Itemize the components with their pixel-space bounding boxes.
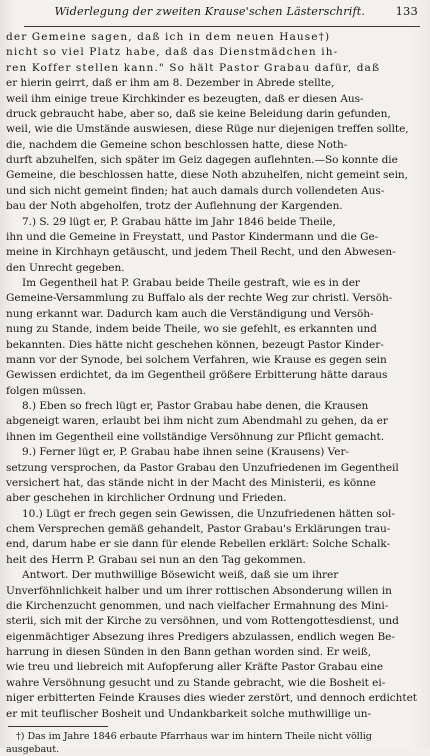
text-line: mann vor der Synode, bei solchem Verfahren, wie Krause es gegen sein: [6, 353, 387, 366]
footnote-line: ausgebaut.: [6, 743, 60, 755]
text-line: bekannten. Dies hätte nicht geschehen können, bezeugt Pastor Kinder-: [6, 338, 384, 351]
text-line: ihnen im Gegentheil eine vollständige Versöhnung zur Pflicht gemacht.: [6, 430, 385, 443]
text-line: versichert hat, das stände nicht in der Macht des Ministerii, es könne: [6, 476, 376, 489]
text-line: wie treu und liebreich mit Aufopferung aller Kräfte Pastor Grabau eine: [6, 661, 384, 674]
text-line: eigenmächtiger Absezung ihres Predigers abzulassen, endlich wegen Be-: [6, 630, 395, 643]
text-line: 9.) Ferner lügt er, P. Grabau habe ihnen seine (Krausens) Ver-: [22, 446, 349, 459]
text-line: Unverföhnlichkeit halber und um ihrer rottischen Absonderung willen in: [6, 584, 392, 597]
text-line: die, nachdem die Gemeine schon beschlossen hatte, diese Noth-: [6, 138, 348, 151]
text-line: Gewissen erdichtet, da im Gegentheil größere Erbitterung hätte daraus: [6, 369, 388, 382]
text-line: folgen müssen.: [6, 384, 87, 397]
running-title: Widerlegung der zweiten Krause'schen Lästerschrift.: [54, 5, 366, 18]
text-line: 10.) Lügt er frech gegen sein Gewissen, die Unzufriedenen hätten sol-: [22, 507, 395, 520]
text-line: Gemeine, die beschlossen hatte, diese Noth abzuhelfen, nicht gemeint sein,: [6, 169, 408, 182]
text-line: aber geschehen in kirchlicher Ordnung und Frieden.: [6, 492, 287, 505]
text-line: 7.) S. 29 lügt er, P. Grabau hätte im Jahr 1846 beide Theile,: [22, 215, 336, 228]
text-line: druck gebraucht habe, aber so, daß sie keine Beleidung darin gefunden,: [6, 107, 391, 120]
page-number: 133: [395, 4, 418, 18]
text-line: heit des Herrn P. Grabau sei nun an den Tag gekommen.: [6, 553, 306, 566]
text-line: setzung versprochen, da Pastor Grabau den Unzufriedenen im Gegentheil: [6, 461, 399, 474]
text-line: Im Gegentheil hat P. Grabau beide Theile gestraft, wie es in der: [22, 277, 360, 289]
text-line: nung erkannt war. Dadurch kam auch die Verständigung und Versöh-: [6, 307, 374, 320]
text-line: niger erbitterten Feinde Krauses dies wieder zerstört, und dennoch erdichtet: [6, 692, 417, 705]
text-line: weil ihm einige treue Kirchkinder es bezeugten, daß er diesen Aus-: [6, 92, 364, 105]
text-line: er mit teuflischer Bosheit und Undankbarkeit solche muthwillige un-: [6, 707, 371, 720]
text-line: den Unrecht gegeben.: [6, 261, 125, 274]
text-line: und sich nicht gemeint finden; hat auch damals durch vollendeten Aus-: [6, 184, 385, 197]
text-line: chem Versprechen gemäß gehandelt, Pastor Grabau's Erklärungen trau-: [6, 523, 391, 535]
text-line: ihn und die Gemeine in Freystatt, und Pastor Kindermann und die Ge-: [6, 230, 379, 243]
text-line: abgeneigt waren, erlaubt bei ihm nicht zum Abendmahl zu gehen, da er: [6, 415, 388, 428]
text-line: die Kirchenzucht genommen, und nach vielfacher Ermahnung des Mini-: [6, 599, 389, 612]
text-line: sterii, sich mit der Kirche zu versöhnen, und vom Rottengottesdienst, und: [6, 615, 399, 628]
text-line: weil, wie die Umstände auswiesen, diese Rüge nur diejenigen treffen sollte,: [6, 123, 409, 136]
body-text: [6, 30, 422, 722]
text-line: durft abzuhelfen, sich später im Geiz dagegen auflehnten.—So konnte die: [6, 154, 398, 166]
text-line: nicht so viel Platz habe, daß das Dienstmädchen ih-: [6, 46, 339, 59]
footnote-line: †) Das im Jahre 1846 erbaute Pfarrhaus war im hintern Theile nicht völlig: [16, 730, 372, 742]
text-line: Antwort. Der muthwillige Bösewicht weiß, daß sie um ihrer: [22, 569, 339, 582]
text-line: harrung in diesen Sünden in den Bann gethan worden sind. Er weiß,: [6, 646, 372, 658]
running-head: [24, 0, 420, 27]
text-line: wahre Versöhnung gesucht und zu Stande gebracht, wie die Bosheit ei-: [6, 676, 386, 689]
text-line: meine in Kirchhayn getäuscht, und jedem Theil Recht, und den Abwesen-: [6, 246, 396, 259]
text-line: nung zu Stande, indem beide Theile, wo sie gefehlt, es erkannten und: [6, 323, 377, 336]
text-line: Gemeine-Versammlung zu Buffalo als der rechte Weg zur christl. Versöh-: [6, 292, 393, 305]
text-line: er hierin geirrt, daß er ihm am 8. Dezember in Abrede stellte,: [6, 77, 335, 90]
text-line: 8.) Eben so frech lügt er, Pastor Grabau habe denen, die Krausen: [22, 400, 369, 412]
text-line: bau der Noth abgeholfen, trotz der Auflehnung der Kargenden.: [6, 200, 343, 213]
text-line: der Gemeine sagen, daß ich in dem neuen Hause†): [6, 31, 331, 43]
footnote-rule: [8, 726, 108, 727]
footnote: [6, 730, 422, 756]
text-line: ren Koffer stellen kann." So hält Pastor Grabau dafür, daß: [6, 61, 381, 74]
text-line: end, darum habe er sie dann für elende Rebellen erklärt: Solche Schalk-: [6, 538, 391, 551]
